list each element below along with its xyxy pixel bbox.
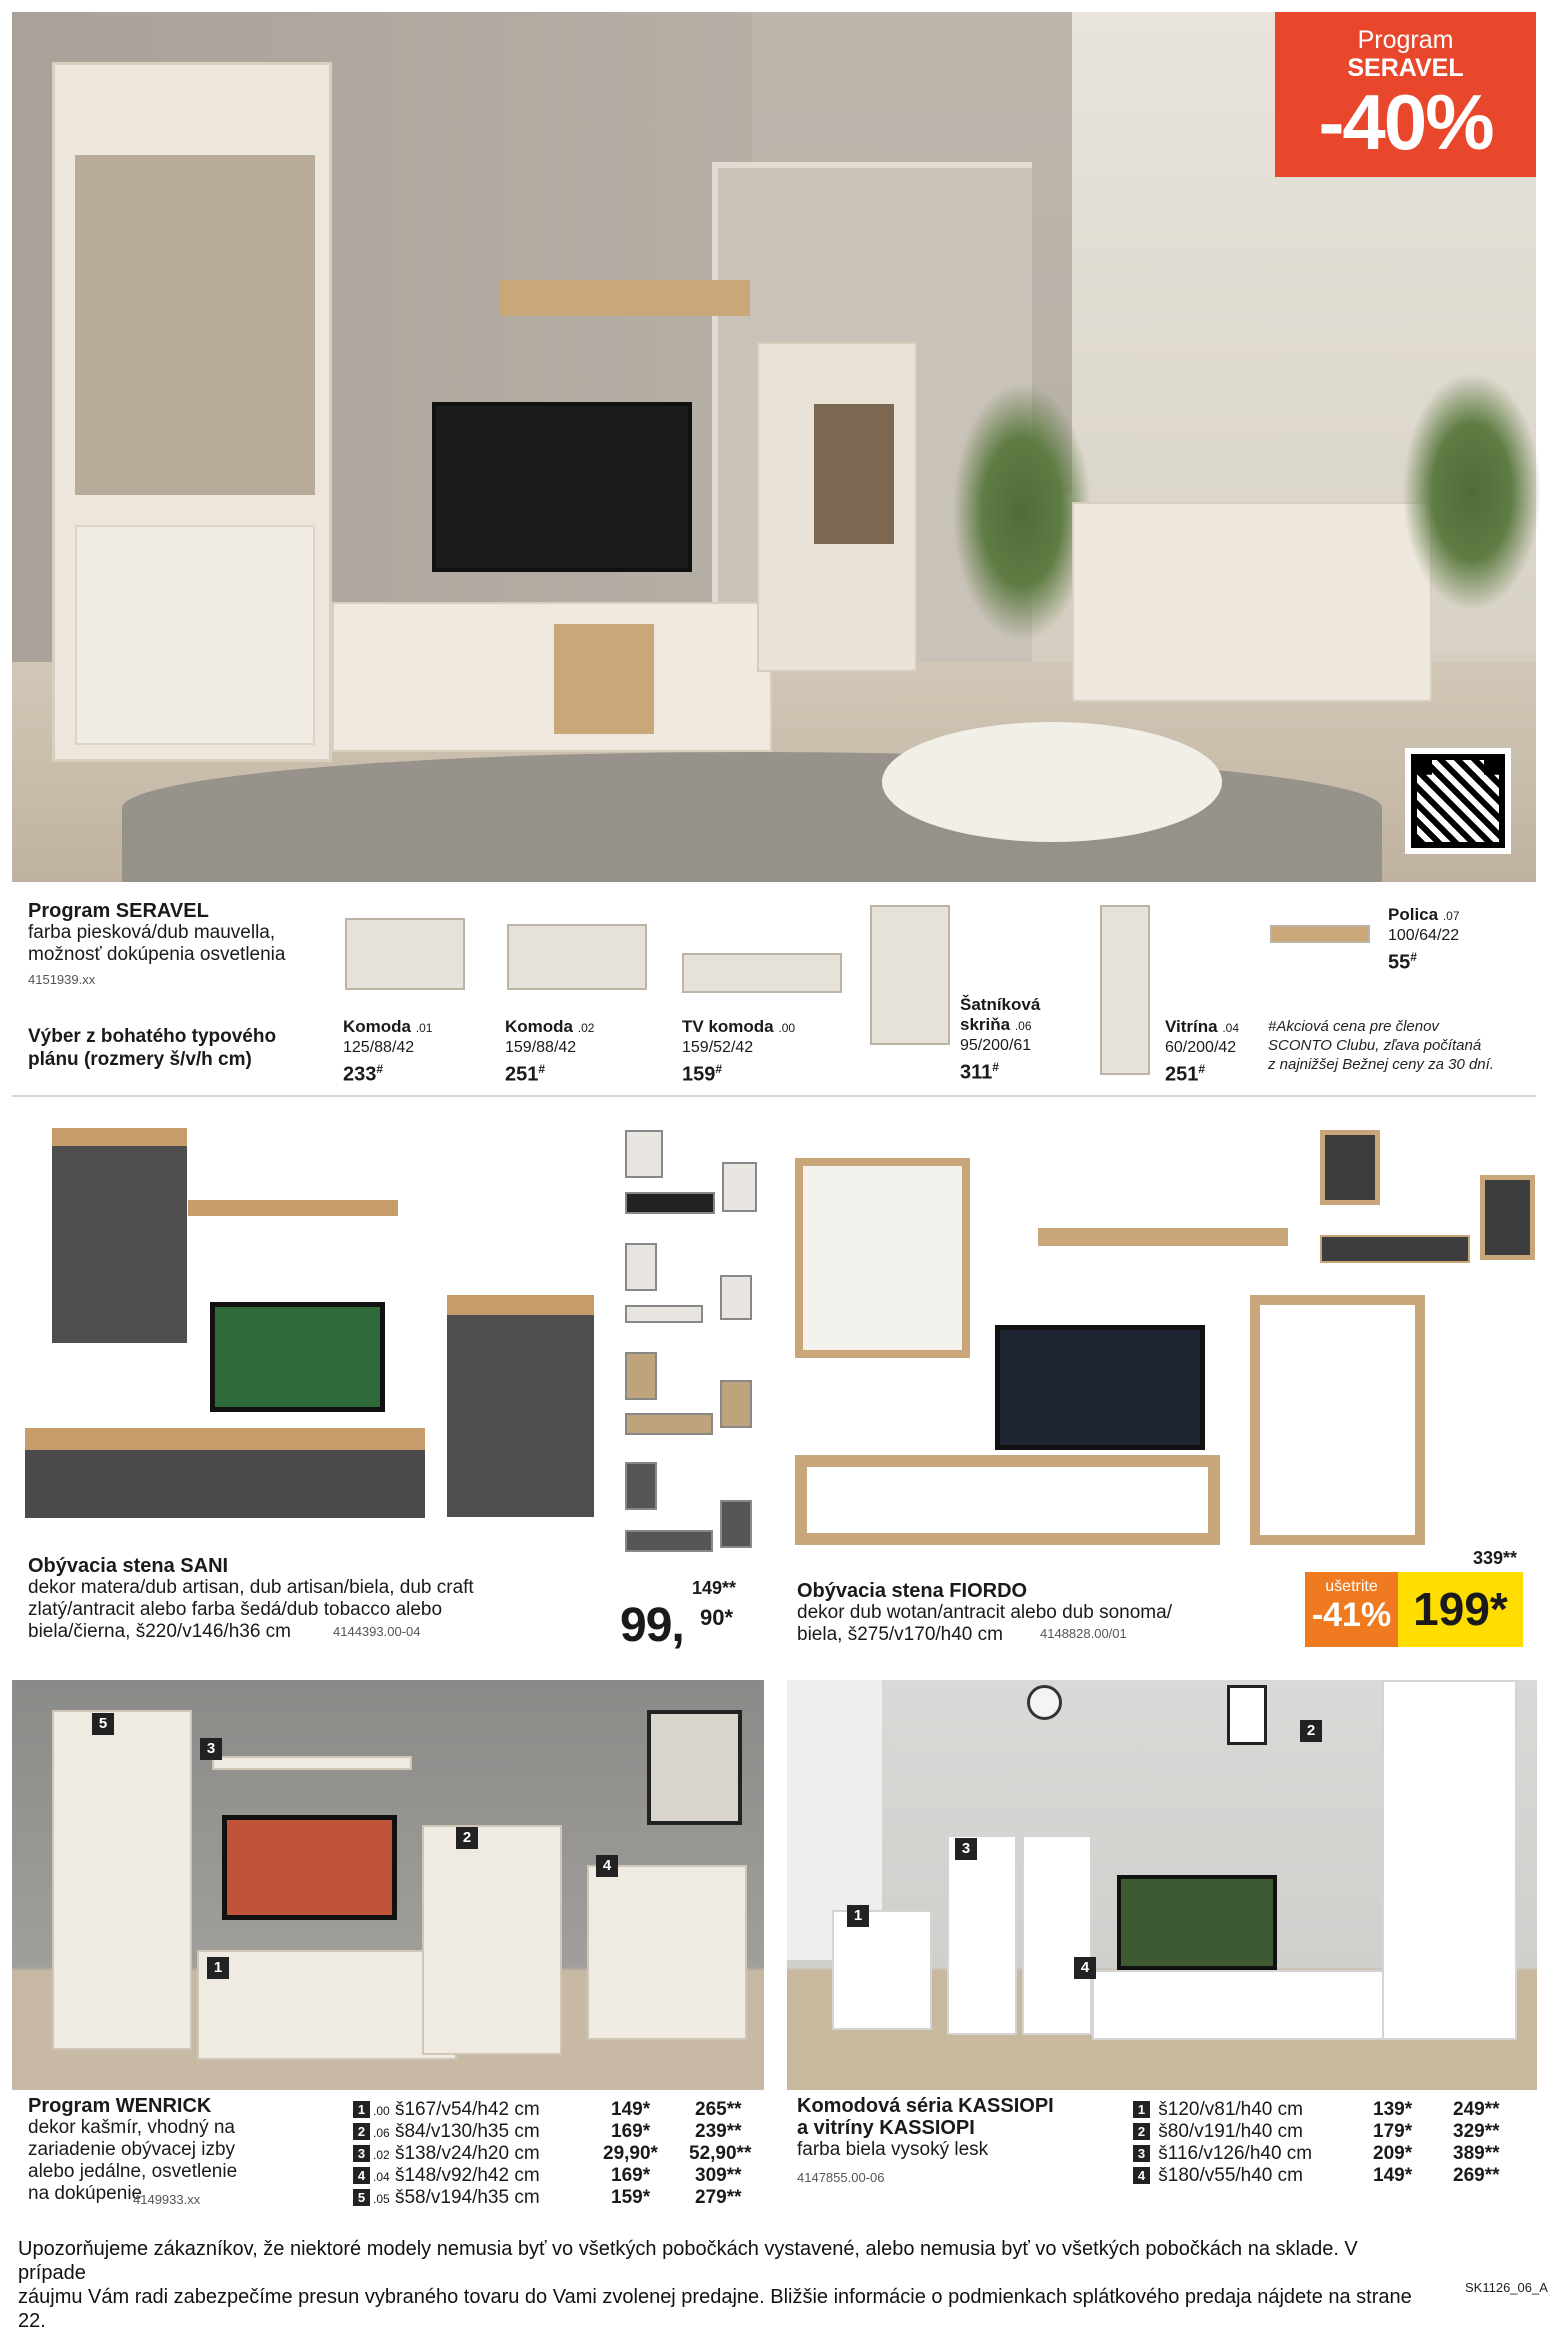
variant-thumb xyxy=(720,1275,752,1320)
marker-4: 4 xyxy=(596,1855,618,1877)
table-row: 3 .02 š138/v24/h20 cm 29,90* 52,90** xyxy=(353,2143,763,2165)
vitrina-image xyxy=(1100,905,1150,1075)
fiordo-old-price: 339** xyxy=(1473,1548,1518,1568)
table-row: 3 š116/v126/h40 cm 209* 389** xyxy=(1133,2143,1533,2165)
sani-tv xyxy=(210,1302,385,1412)
item-komoda-01: Komoda .01 125/88/42 233# xyxy=(343,1017,433,1086)
table-row: 1 .00 š167/v54/h42 cm 149* 265** xyxy=(353,2099,763,2121)
footer-disclaimer: Upozorňujeme zákazníkov, že niektoré modely nemusia byť vo všetkých pobočkách vystavené, alebo nemusia byť vo všetkých pobočkách na sklade. V prípade záujmu Vám radi zabezpečíme presun vybraného tovaru do Vami zvolenej predajne. Bližšie informácie o podmienkach splátkového predaja nájdete na strane 22. xyxy=(18,2238,1412,2332)
badge-discount: -40% xyxy=(1318,78,1493,166)
fiordo-title: Obývacia stena FIORDO xyxy=(797,1580,1028,1602)
variant-thumb xyxy=(625,1130,663,1178)
sani-price-cents: 90* xyxy=(700,1605,734,1630)
marker-1: 1 xyxy=(207,1957,229,1979)
marker-4: 4 xyxy=(1074,1957,1096,1979)
table-row: 5 .05 š58/v194/h35 cm 159* 279** xyxy=(353,2187,763,2209)
table-row: 4 .04 š148/v92/h42 cm 169* 309** xyxy=(353,2165,763,2187)
sani-high-cabinet xyxy=(52,1128,187,1343)
table-row: 4 š180/v55/h40 cm 149* 269** xyxy=(1133,2165,1533,2187)
tv-unit xyxy=(332,602,772,752)
wall-shelf xyxy=(500,280,750,316)
plant xyxy=(952,382,1092,642)
marker-3: 3 xyxy=(200,1738,222,1760)
polica-image xyxy=(1270,925,1370,943)
variant-thumb xyxy=(625,1243,657,1291)
seravel-desc: farba piesková/dub mauvella, možnosť dokúpenia osvetlenia xyxy=(28,922,286,965)
sani-price: 99, xyxy=(620,1599,684,1652)
seravel-code: 4151939.xx xyxy=(28,972,96,987)
discount-badge xyxy=(1275,12,1536,177)
variant-thumb xyxy=(625,1352,657,1400)
pouf xyxy=(882,722,1222,842)
variant-thumb xyxy=(720,1500,752,1548)
wardrobe-image xyxy=(870,905,950,1045)
variant-thumb xyxy=(625,1192,715,1214)
sani-old-price: 149** xyxy=(692,1578,737,1598)
variant-thumb xyxy=(625,1413,713,1435)
kassiopi-desc: farba biela vysoký lesk xyxy=(797,2139,989,2160)
item-polica: Polica .07 100/64/22 55# xyxy=(1388,905,1460,974)
item-satnikova-skrina: Šatníková skriňa .06 95/200/61 311# xyxy=(960,995,1041,1084)
fiordo-code: 4148828.00/01 xyxy=(1040,1626,1127,1641)
wenrick-title: Program WENRICK xyxy=(28,2095,212,2117)
sani-code: 4144393.00-04 xyxy=(333,1624,421,1639)
fiordo-tv-unit xyxy=(795,1455,1220,1545)
fiordo-desc: dekor dub wotan/antracit alebo dub sonoma/ biela, š275/v170/h40 cm xyxy=(797,1602,1172,1645)
wenrick-desc: dekor kašmír, vhodný na zariadenie obývacej izby alebo jedálne, osvetlenie na dokúpenie xyxy=(28,2117,238,2204)
fiordo-shelf xyxy=(1038,1228,1288,1246)
marker-5: 5 xyxy=(92,1713,114,1735)
item-tv-komoda: TV komoda .00 159/52/42 159# xyxy=(682,1017,796,1086)
badge-line1: Program xyxy=(1357,26,1454,54)
marker-2: 2 xyxy=(1300,1720,1322,1742)
seravel-subtitle: Výber z bohatého typového plánu (rozmery š/v/h cm) xyxy=(28,1026,277,1070)
marker-1: 1 xyxy=(847,1905,869,1927)
variant-thumb xyxy=(720,1380,752,1428)
variant-thumb xyxy=(1320,1130,1380,1205)
variant-thumb xyxy=(625,1530,713,1552)
fiordo-cabinet xyxy=(1250,1295,1425,1545)
tall-display-cabinet xyxy=(52,62,332,762)
sideboard xyxy=(1072,502,1432,702)
variant-thumb xyxy=(1480,1175,1535,1260)
savings-badge: ušetrite -41% xyxy=(1305,1572,1398,1647)
tv xyxy=(432,402,692,572)
fiordo-tv xyxy=(995,1325,1205,1450)
badge-line2: SERAVEL xyxy=(1347,54,1464,82)
qr-code[interactable] xyxy=(1405,748,1511,854)
sani-desc: dekor matera/dub artisan, dub artisan/biela, dub craft zlatý/antracit alebo farba šedá/dub tobacco alebo biela/čierna, š220/v146/h36 cm xyxy=(28,1577,474,1642)
variant-thumb xyxy=(625,1305,703,1323)
page-code: SK1126_06_A xyxy=(1465,2280,1548,2295)
wenrick-photo xyxy=(12,1680,764,2090)
seravel-title: Program SERAVEL xyxy=(28,900,209,922)
kassiopi-table xyxy=(1133,2099,1533,2187)
plant xyxy=(1402,372,1542,612)
marker-2: 2 xyxy=(456,1827,478,1849)
sani-shelf xyxy=(188,1200,398,1216)
sani-side-cabinet xyxy=(447,1295,594,1517)
table-row: 2 š80/v191/h40 cm 179* 329** xyxy=(1133,2121,1533,2143)
sani-title: Obývacia stena SANI xyxy=(28,1555,229,1577)
komoda-01-image xyxy=(345,918,465,990)
fiordo-high-cabinet xyxy=(795,1158,970,1358)
item-vitrina: Vitrína .04 60/200/42 251# xyxy=(1165,1017,1240,1086)
item-komoda-02: Komoda .02 159/88/42 251# xyxy=(505,1017,595,1086)
kassiopi-photo xyxy=(787,1680,1537,2090)
komoda-02-image xyxy=(507,924,647,990)
tv-komoda-image xyxy=(682,953,842,993)
fiordo-price: 199* xyxy=(1398,1572,1523,1647)
kassiopi-title: Komodová séria KASSIOPI a vitríny KASSIOPI xyxy=(797,2095,1054,2139)
variant-thumb xyxy=(722,1162,757,1212)
kassiopi-code: 4147855.00-06 xyxy=(797,2170,885,2185)
wardrobe xyxy=(757,342,917,672)
variant-thumb xyxy=(625,1462,657,1510)
variant-thumb xyxy=(1320,1235,1470,1263)
wenrick-table xyxy=(353,2099,763,2209)
table-row: 2 .06 š84/v130/h35 cm 169* 239** xyxy=(353,2121,763,2143)
wenrick-code: 4149933.xx xyxy=(133,2192,201,2207)
table-row: 1 š120/v81/h40 cm 139* 249** xyxy=(1133,2099,1533,2121)
club-price-note: #Akciová cena pre členov SCONTO Clubu, zľava počítaná z najnižšej Bežnej ceny za 30 dní. xyxy=(1268,1018,1494,1073)
sani-tv-unit xyxy=(25,1428,425,1518)
marker-3: 3 xyxy=(955,1838,977,1860)
